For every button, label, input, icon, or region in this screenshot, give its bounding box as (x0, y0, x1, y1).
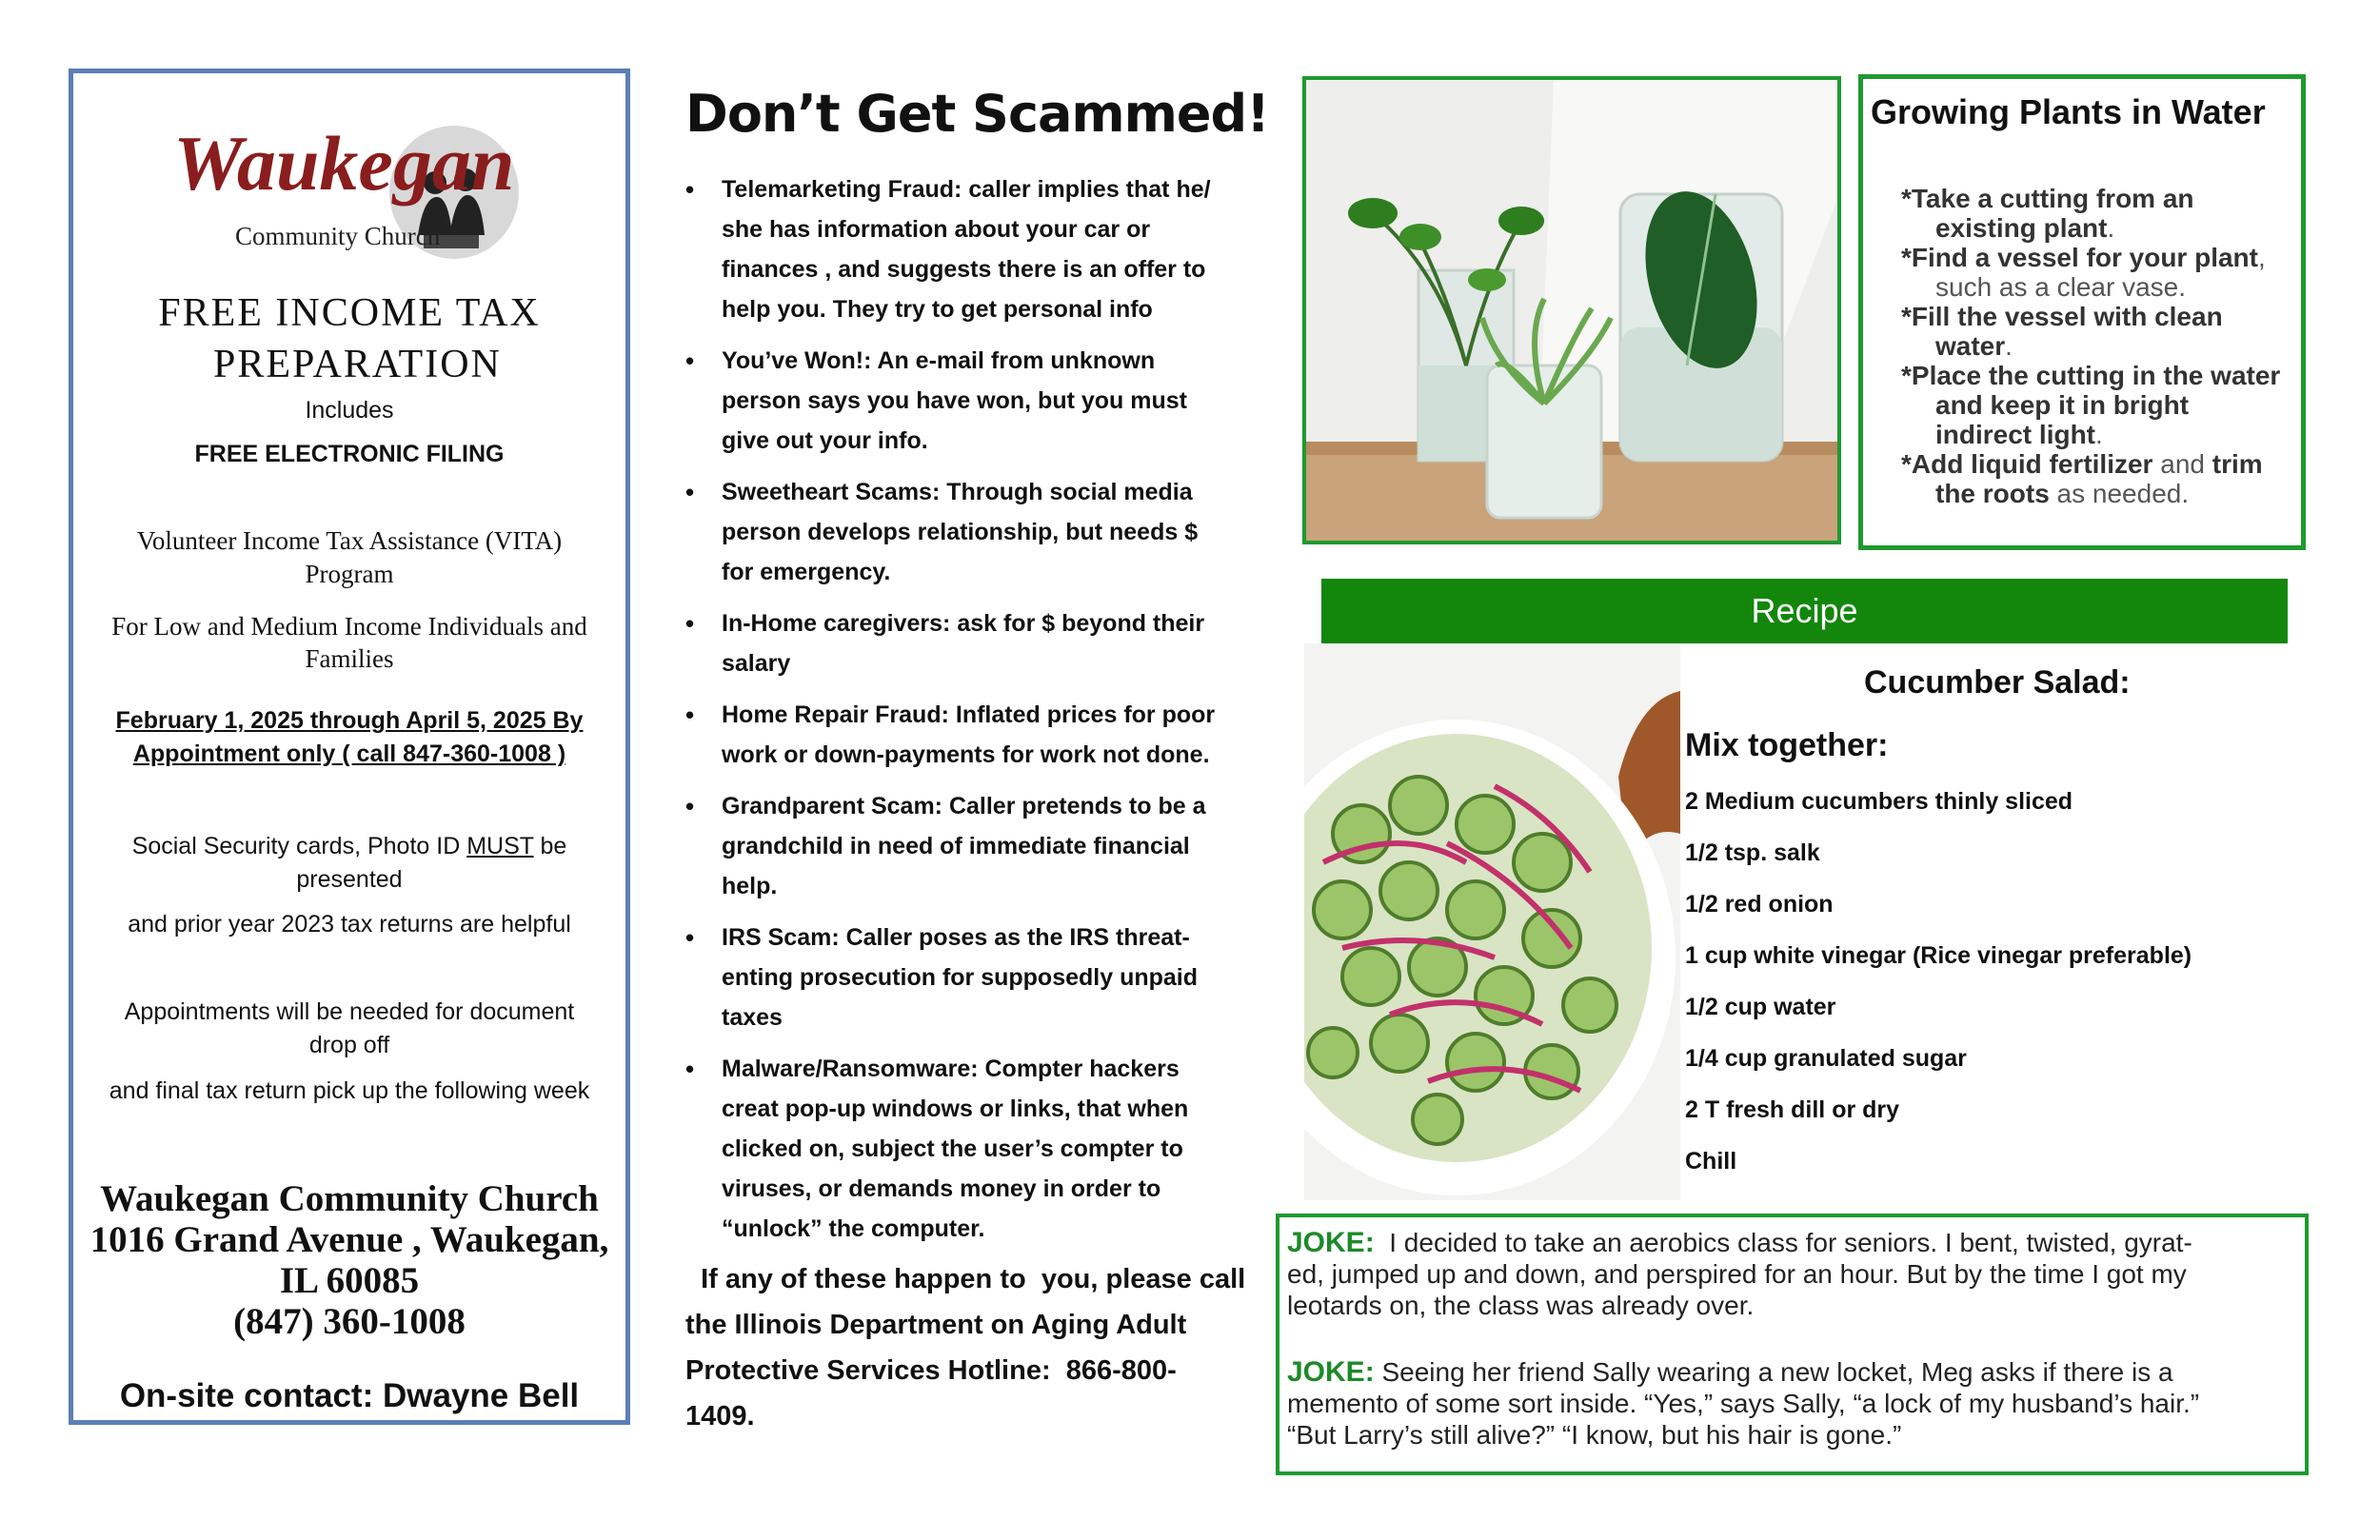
joke-line (1287, 1290, 2296, 1321)
scam-item-line: taxes (722, 1004, 783, 1031)
church-logo (169, 102, 549, 283)
phone-number: (847) 360-1008 (233, 1301, 466, 1342)
plants-steps (1901, 184, 2311, 508)
plant-step-rest-text: existing plant (1935, 213, 2108, 243)
scam-item-line: • In-Home caregivers: ask for $ beyond their (722, 610, 1205, 637)
plant-step-rest (1901, 272, 2311, 302)
scam-item-line: • IRS Scam: Caller poses as the IRS threat- (722, 924, 1190, 951)
scam-item (685, 472, 1238, 592)
plant-step (1901, 449, 2311, 508)
ingredient-item: 1/2 tsp. salk (1685, 839, 1820, 866)
svg-text:Community Church: Community Church (235, 222, 441, 250)
plants-in-water-photo (1302, 76, 1841, 544)
plant-step-tail: as needed. (2049, 479, 2190, 508)
plant-step-rest2-text: indirect light (1935, 420, 2095, 449)
plant-step (1901, 184, 2311, 243)
income-line2: Families (305, 644, 394, 673)
hotline-line: the Illinois Department on Aging Adult (685, 1310, 1187, 1340)
hotline-line: Protective Services Hotline: 866-800- (685, 1355, 1177, 1386)
scam-item-line: person develops relationship, but needs $ (722, 519, 1199, 545)
docs-must: MUST (466, 833, 534, 859)
income-line1: For Low and Medium Income Individuals and (111, 612, 587, 641)
heading-line2: PREPARATION (213, 343, 502, 386)
docs-line2: presented (296, 866, 403, 893)
tax-prep-panel (69, 69, 630, 1425)
joke-line (1287, 1419, 2296, 1451)
plant-step-rest (1901, 331, 2311, 361)
plant-step-lead-text: *Take a cutting from an (1901, 184, 2194, 213)
plants-title: Growing Plants in Water (1871, 92, 2266, 131)
plant-step-rest-text: such as a clear vase. (1935, 272, 2187, 302)
scam-item-line: help you. They try to get personal info (722, 296, 1153, 323)
joke-text: “But Larry’s still alive?” “I know, but his hair is gone.” (1287, 1420, 1902, 1450)
scam-item (685, 341, 1238, 461)
scam-item (685, 1049, 1238, 1249)
docs-prefix: Social Security cards, Photo ID (131, 833, 467, 859)
dates-line1: February 1, 2025 through April 5, 2025 By (115, 707, 584, 734)
plant-step-mid: and (2152, 449, 2212, 479)
church-name: Waukegan Community Church (100, 1178, 599, 1219)
plant-step-end: , (2257, 243, 2266, 272)
plant-step-rest (1901, 390, 2311, 420)
growing-plants-box (1858, 74, 2306, 550)
scam-title: Don’t Get Scammed! (685, 84, 1269, 144)
onsite-contact: On-site contact: Dwayne Bell (119, 1377, 580, 1414)
ingredient-item: 2 Medium cucumbers thinly sliced (1685, 788, 2073, 815)
plant-step (1901, 361, 2311, 449)
scam-item-line: work or down-payments for work not done. (722, 741, 1210, 768)
jokes-box (1276, 1214, 2309, 1475)
address-line1: 1016 Grand Avenue , Waukegan, (89, 1219, 609, 1260)
scam-item-line: viruses, or demands money in order to (722, 1175, 1161, 1202)
scam-item-line: help. (722, 873, 778, 899)
appt-line2: drop off (308, 1032, 390, 1058)
plant-step-rest-text: and keep it in bright (1935, 390, 2190, 420)
ingredients-list (1685, 788, 2192, 1199)
scam-item-line: for emergency. (722, 559, 891, 585)
hotline-line: 1409. (685, 1401, 755, 1431)
efiling-text: FREE ELECTRONIC FILING (194, 441, 505, 467)
address-line2: IL 60085 (279, 1260, 420, 1301)
joke-text: ed, jumped up and down, and perspired for an hour. But by the time I got my (1287, 1259, 2187, 1289)
plant-step-rest (1901, 213, 2311, 243)
recipe-bar: Recipe (1321, 579, 2288, 643)
plant-step (1901, 302, 2311, 361)
plant-step-end: . (2095, 420, 2103, 449)
ingredient-item: Chill (1685, 1148, 1737, 1175)
scam-item-line: • Malware/Ransomware: Compter hackers (722, 1056, 1180, 1082)
scam-item-line: clicked on, subject the user’s compter to (722, 1135, 1183, 1162)
includes-text: Includes (305, 397, 394, 424)
joke-line (1287, 1258, 2296, 1290)
hotline-text (685, 1256, 1246, 1439)
scam-list (685, 169, 1238, 1260)
plant-step-rest-text: water (1935, 331, 2006, 361)
pickup-text: and final tax return pick up the following week (109, 1077, 590, 1104)
vita-line1: Volunteer Income Tax Assistance (VITA) (136, 526, 563, 555)
ingredient-item: 2 T fresh dill or dry (1685, 1096, 1900, 1123)
plant-step-end: . (2005, 331, 2013, 361)
ingredient-item: 1/4 cup granulated sugar (1685, 1045, 1967, 1072)
ingredient-item: 1/2 red onion (1685, 891, 1834, 918)
plant-step-lead (1901, 184, 2311, 213)
dates-line2: Appointment only ( call 847-360-1008 ) (132, 740, 566, 767)
plant-step-lead (1901, 243, 2311, 272)
plant-step (1901, 243, 2311, 302)
plant-step-lead-text: *Find a vessel for your plant (1901, 243, 2258, 272)
hotline-line: If any of these happen to you, please call (685, 1264, 1246, 1294)
scam-item-line: salary (722, 650, 791, 677)
plant-step-lead (1901, 302, 2311, 331)
scam-item-line: she has information about your car or (722, 216, 1151, 243)
docs-suffix: be (533, 833, 567, 859)
plant-step-lead (1901, 449, 2311, 479)
scam-item-line: finances , and suggests there is an offer to (722, 256, 1206, 283)
joke-tag: JOKE: (1287, 1356, 1375, 1388)
plant-step-lead2: trim (2211, 449, 2263, 479)
docs-line1 (73, 833, 625, 860)
scam-item-line: • Grandparent Scam: Caller pretends to be a (722, 793, 1206, 819)
plant-step-end: . (2107, 213, 2115, 243)
svg-text:Waukegan: Waukegan (173, 120, 515, 207)
scam-item-line: • Home Repair Fraud: Inflated prices for poor (722, 701, 1216, 728)
scam-item-line: grandchild in need of immediate financial (722, 833, 1190, 859)
scam-item-line: • Sweetheart Scams: Through social media (722, 479, 1193, 505)
joke-text: leotards on, the class was already over. (1287, 1291, 1755, 1320)
appt-line1: Appointments will be needed for document (124, 998, 575, 1025)
prior-year-text: and prior year 2023 tax returns are helpful (128, 911, 571, 938)
scam-item-line: enting prosecution for supposedly unpaid (722, 964, 1199, 991)
joke-line (1287, 1388, 2296, 1419)
plant-step-lead-text: *Fill the vessel with clean (1901, 302, 2223, 331)
joke-1 (1287, 1227, 2296, 1321)
joke-line (1287, 1356, 2296, 1388)
joke-tag: JOKE: (1287, 1227, 1375, 1258)
ingredient-item: 1/2 cup water (1685, 994, 1836, 1020)
vita-line2: Program (305, 560, 394, 588)
scam-item (685, 603, 1238, 683)
scam-item-line: person says you have won, but you must (722, 387, 1187, 414)
scam-item-line: “unlock” the computer. (722, 1215, 985, 1242)
scam-item (685, 695, 1238, 775)
plant-step-rest2 (1901, 420, 2311, 449)
joke-line (1287, 1227, 2296, 1258)
plant-step-lead (1901, 361, 2311, 390)
plant-step-lead-text: *Add liquid fertilizer (1901, 449, 2153, 479)
scam-item (685, 918, 1238, 1037)
joke-text: Seeing her friend Sally wearing a new locket, Meg asks if there is a (1374, 1357, 2173, 1387)
scam-item-line: • You’ve Won!: An e-mail from unknown (722, 347, 1156, 374)
heading-line1: FREE INCOME TAX (158, 291, 541, 335)
scam-item-line: give out your info. (722, 427, 928, 454)
ingredient-item: 1 cup white vinegar (Rice vinegar preferable) (1685, 942, 2192, 969)
scam-item (685, 786, 1238, 906)
plant-step-rest (1901, 479, 2311, 508)
cucumber-salad-photo (1304, 643, 1680, 1200)
scam-item-line: • Telemarketing Fraud: caller implies that he/ (722, 176, 1211, 203)
scam-item (685, 169, 1238, 329)
joke-text: I decided to take an aerobics class for seniors. I bent, twisted, gyrat- (1374, 1228, 2192, 1257)
joke-text: memento of some sort inside. “Yes,” says Sally, “a lock of my husband’s hair.” (1287, 1389, 2200, 1418)
plant-step-lead-text: *Place the cutting in the water (1901, 361, 2281, 390)
plant-step-rest-text: the roots (1935, 479, 2050, 508)
joke-2 (1287, 1356, 2296, 1451)
scam-item-line: creat pop-up windows or links, that when (722, 1096, 1189, 1122)
mix-together-label: Mix together: (1685, 727, 1889, 763)
recipe-title: Cucumber Salad: (1864, 664, 2131, 701)
